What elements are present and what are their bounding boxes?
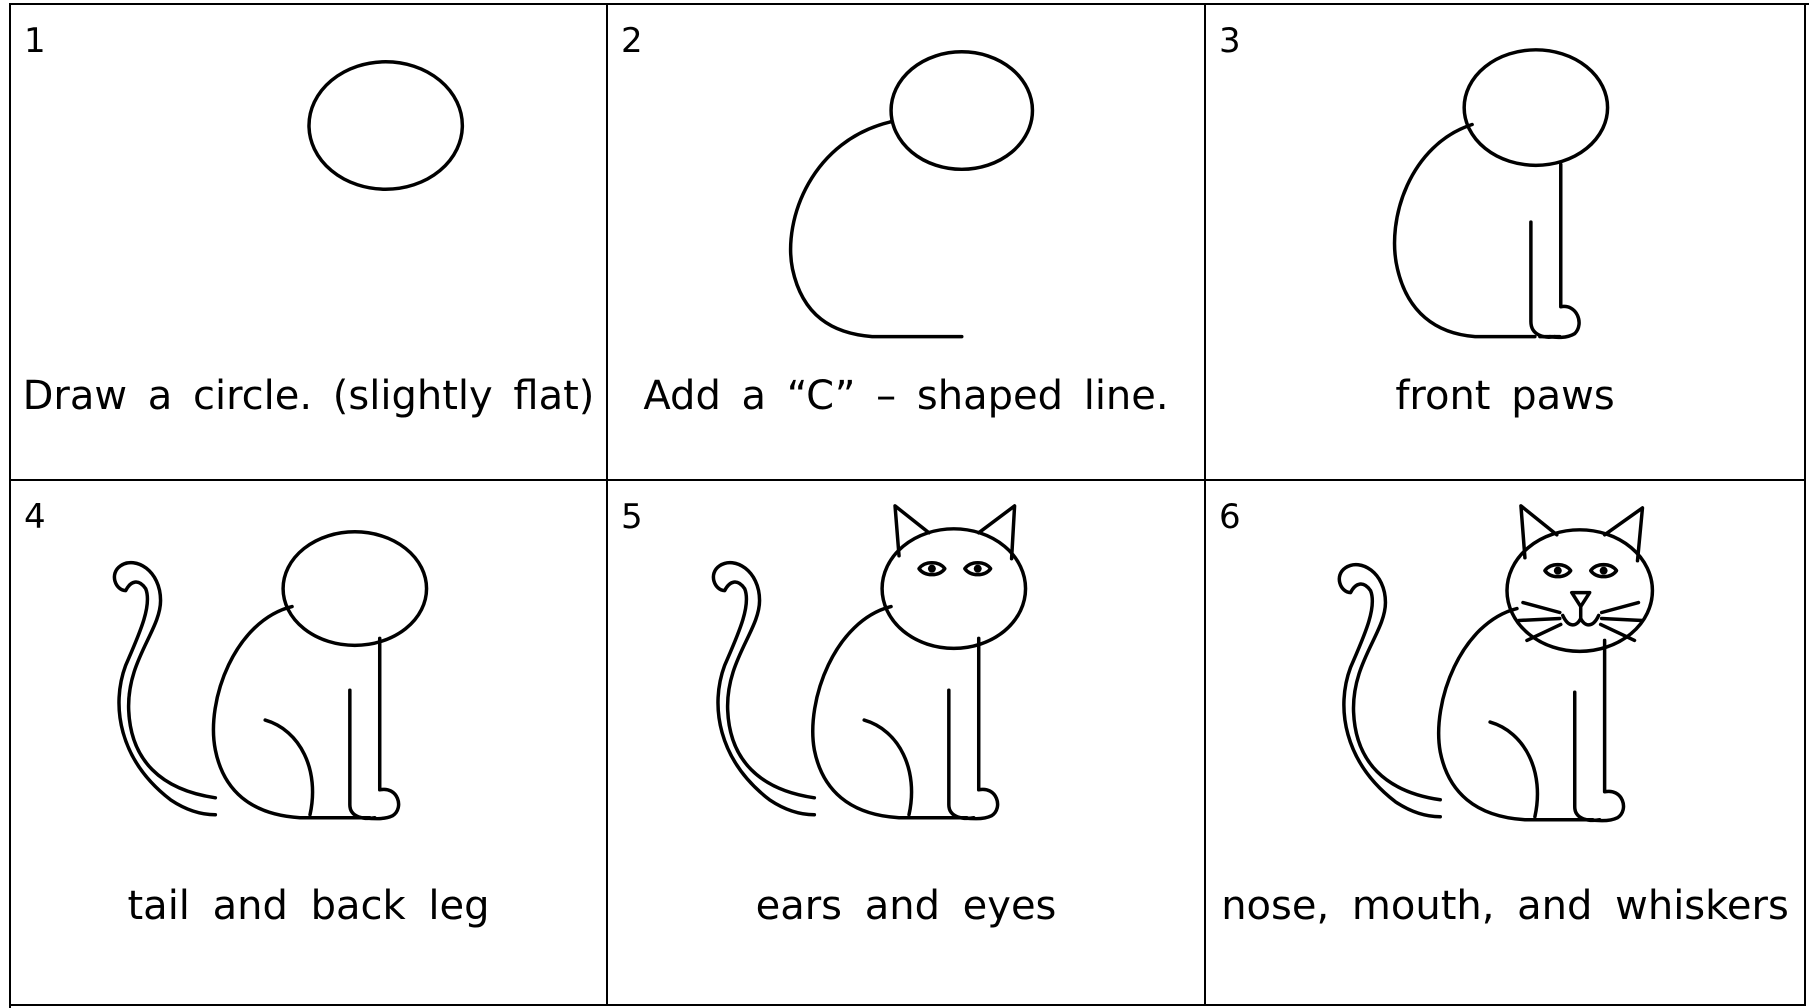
step-number: 6 [1219,497,1241,537]
body-curve [1395,124,1535,336]
head-circle [891,52,1032,170]
step-caption: front paws [1395,373,1615,419]
tail [1339,565,1440,817]
head-circle [283,532,426,646]
front-leg-front [964,638,998,818]
ear-left [895,506,929,556]
front-leg-back [1531,222,1555,337]
step-caption: nose, mouth, and whiskers [1221,883,1789,929]
step-number: 2 [621,21,643,61]
step-caption: tail and back leg [127,883,490,929]
step-number: 5 [621,497,643,537]
head-circle [1507,530,1652,652]
back-leg [1490,722,1537,817]
back-leg [265,720,312,815]
tail [114,563,215,815]
front-leg-front [1590,640,1624,820]
step-panel-3 [1206,5,1806,481]
c-shaped-line [791,122,962,337]
tail [713,563,814,815]
pupil-left [928,565,936,573]
step-caption: Draw a circle. (slightly flat) [22,373,595,419]
head-circle [309,62,462,189]
step-number: 3 [1219,21,1241,61]
mouth [1563,607,1599,625]
step-number: 1 [24,21,46,61]
pupil-right [974,565,982,573]
pupil-right [1600,567,1608,575]
front-leg-back [1575,692,1600,820]
body-curve [213,607,369,818]
step-number: 4 [24,497,46,537]
step-panel-1 [11,5,608,481]
whiskers-right [1601,603,1643,641]
step-panel-4 [11,481,608,1006]
head-circle [1464,50,1607,166]
nose [1572,593,1590,607]
front-leg-back [949,690,974,818]
back-leg [864,720,911,815]
whiskers-left [1519,603,1561,641]
body-curve [1439,609,1593,820]
step-caption: ears and eyes [755,883,1057,929]
step-panel-5 [608,481,1206,1006]
head-circle [882,529,1025,649]
front-leg-front [365,638,399,818]
pupil-left [1554,567,1562,575]
step-panel-6 [1206,481,1806,1006]
front-leg-front [1550,164,1579,337]
body-curve [813,607,967,818]
steps-grid [9,3,1809,1008]
step-caption: Add a “C” – shaped line. [643,373,1169,419]
front-leg-back [350,690,375,818]
step-panel-2 [608,5,1206,481]
